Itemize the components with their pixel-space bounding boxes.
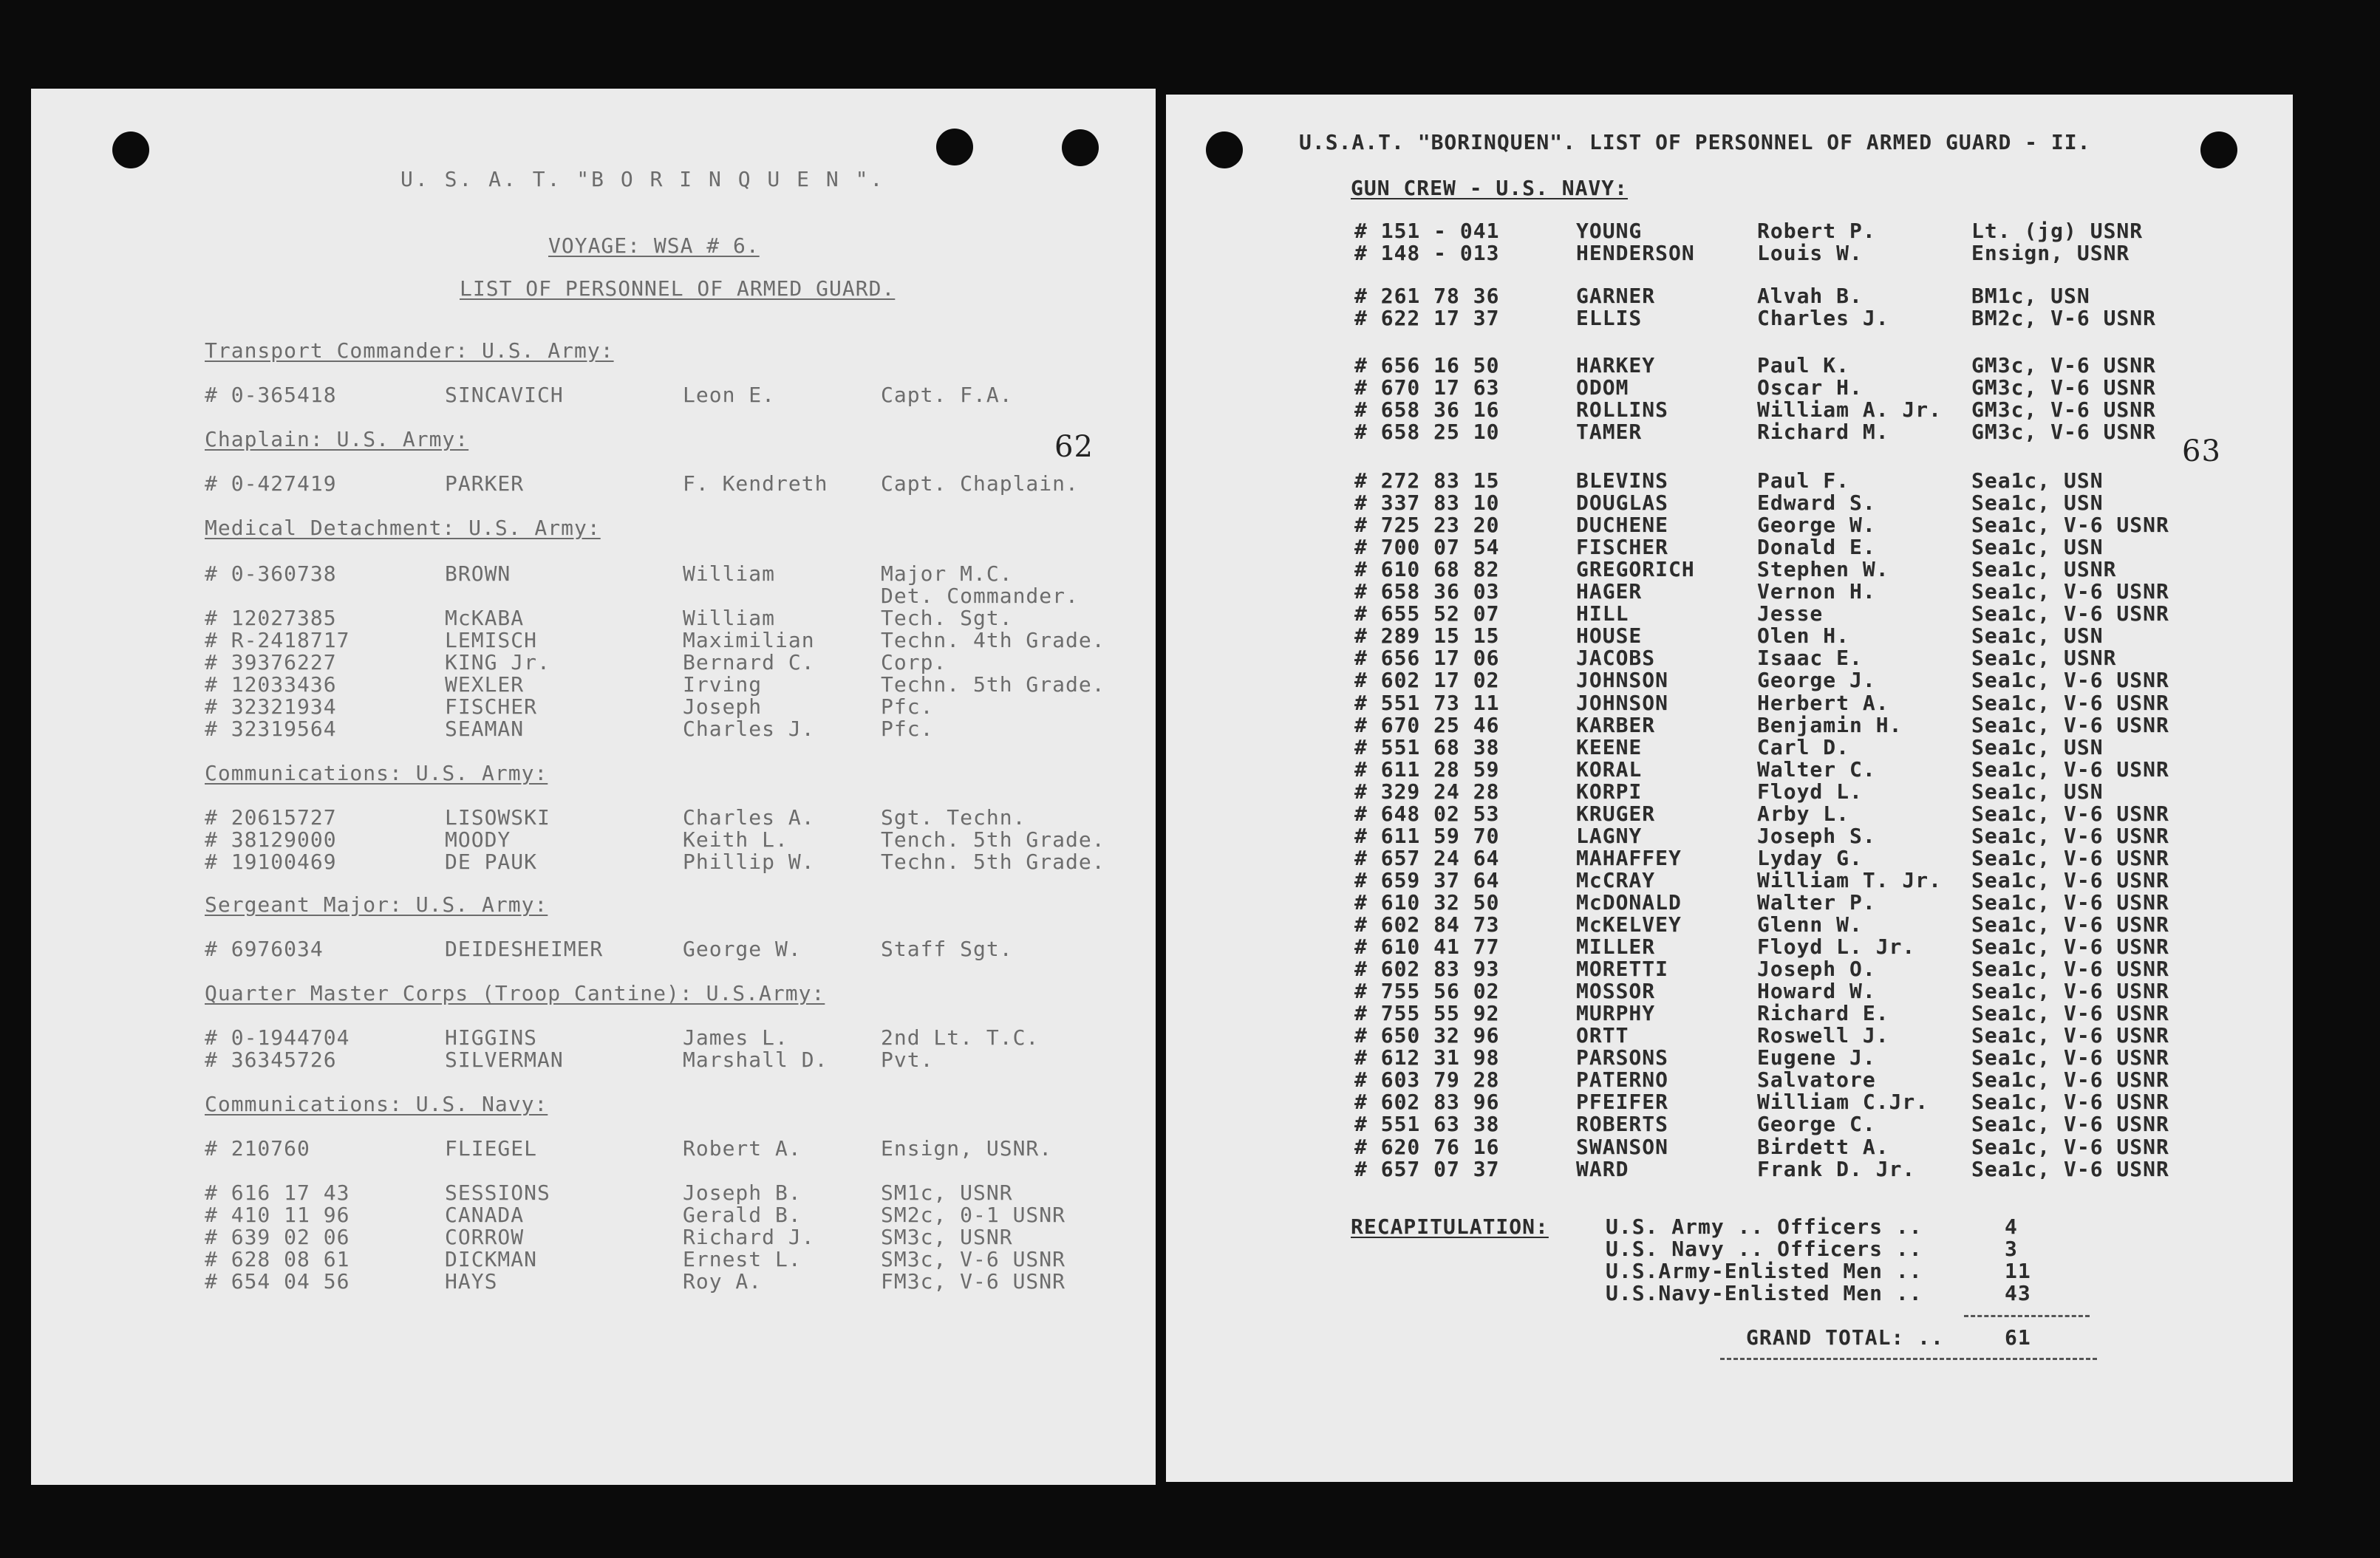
- recap-count: 11: [2005, 1259, 2031, 1283]
- crew-surname: MORETTI: [1576, 957, 1669, 981]
- personnel-surname: FISCHER: [445, 694, 538, 719]
- crew-rating: Sea1c, USNR: [1971, 557, 2117, 581]
- crew-surname: GARNER: [1576, 284, 1656, 308]
- punch-hole: [1062, 129, 1099, 166]
- crew-given-name: Howard W.: [1757, 979, 1876, 1003]
- crew-service-number: # 612 31 98: [1354, 1045, 1500, 1070]
- recap-count: 4: [2005, 1214, 2018, 1239]
- crew-service-number: # 725 23 20: [1354, 513, 1500, 537]
- crew-given-name: Arby L.: [1757, 802, 1850, 826]
- crew-rating: Sea1c, USN: [1971, 623, 2104, 648]
- personnel-service-number: # 12027385: [205, 606, 337, 630]
- personnel-rank: Ensign, USNR.: [881, 1136, 1053, 1161]
- crew-surname: MAHAFFEY: [1576, 846, 1682, 870]
- crew-given-name: Richard E.: [1757, 1001, 1889, 1025]
- crew-rating: Sea1c, V-6 USNR: [1971, 1045, 2169, 1070]
- crew-rating: Sea1c, V-6 USNR: [1971, 668, 2169, 692]
- personnel-service-number: # 616 17 43: [205, 1181, 350, 1205]
- personnel-rank: Staff Sgt.: [881, 937, 1013, 961]
- crew-surname: WARD: [1576, 1157, 1629, 1181]
- personnel-surname: PARKER: [445, 471, 525, 496]
- personnel-surname: HAYS: [445, 1269, 498, 1294]
- crew-given-name: Carl D.: [1757, 735, 1850, 759]
- personnel-rank: Techn. 5th Grade.: [881, 850, 1105, 874]
- crew-service-number: # 272 83 15: [1354, 468, 1500, 493]
- crew-given-name: George W.: [1757, 513, 1876, 537]
- personnel-rank: 2nd Lt. T.C.: [881, 1025, 1040, 1050]
- crew-rating: Sea1c, USN: [1971, 491, 2104, 515]
- crew-service-number: # 603 79 28: [1354, 1067, 1500, 1092]
- crew-service-number: # 602 83 96: [1354, 1090, 1500, 1114]
- personnel-service-number: # 12033436: [205, 672, 337, 697]
- crew-service-number: # 551 68 38: [1354, 735, 1500, 759]
- personnel-rank: Techn. 4th Grade.: [881, 628, 1105, 652]
- crew-surname: LAGNY: [1576, 824, 1643, 848]
- crew-given-name: Herbert A.: [1757, 691, 1889, 715]
- list-title: LIST OF PERSONNEL OF ARMED GUARD.: [460, 276, 896, 301]
- crew-service-number: # 602 84 73: [1354, 912, 1500, 937]
- total-rule: [1964, 1315, 2090, 1317]
- crew-service-number: # 670 25 46: [1354, 713, 1500, 737]
- personnel-surname: DICKMAN: [445, 1247, 538, 1271]
- grand-total-label: GRAND TOTAL: ..: [1746, 1325, 1944, 1350]
- personnel-rank: Corp.: [881, 650, 947, 674]
- crew-given-name: Roswell J.: [1757, 1023, 1889, 1048]
- personnel-surname: MOODY: [445, 827, 511, 852]
- personnel-service-number: # 20615727: [205, 805, 337, 830]
- personnel-surname: CANADA: [445, 1203, 525, 1227]
- personnel-service-number: # 0-360738: [205, 561, 337, 586]
- crew-surname: KORAL: [1576, 757, 1643, 782]
- personnel-service-number: # 639 02 06: [205, 1225, 350, 1249]
- personnel-service-number: # 628 08 61: [205, 1247, 350, 1271]
- crew-rating: Sea1c, V-6 USNR: [1971, 890, 2169, 915]
- crew-surname: MILLER: [1576, 935, 1656, 959]
- crew-rating: Sea1c, V-6 USNR: [1971, 868, 2169, 892]
- crew-service-number: # 602 83 93: [1354, 957, 1500, 981]
- personnel-surname: DEIDESHEIMER: [445, 937, 604, 961]
- crew-given-name: Donald E.: [1757, 535, 1876, 559]
- crew-surname: ODOM: [1576, 375, 1629, 400]
- page-title: U.S.A.T. "BORINQUEN". LIST OF PERSONNEL OF ARMED GUARD - II.: [1299, 130, 2091, 154]
- crew-given-name: Floyd L. Jr.: [1757, 935, 1916, 959]
- crew-rating: Sea1c, V-6 USNR: [1971, 713, 2169, 737]
- personnel-surname: WEXLER: [445, 672, 525, 697]
- personnel-service-number: # 0-365418: [205, 383, 337, 407]
- crew-given-name: Louis W.: [1757, 241, 1863, 265]
- personnel-rank: Tench. 5th Grade.: [881, 827, 1105, 852]
- personnel-rank: Tech. Sgt.: [881, 606, 1013, 630]
- personnel-rank: SM3c, V-6 USNR: [881, 1247, 1066, 1271]
- personnel-given-name: Keith L.: [683, 827, 788, 852]
- crew-given-name: Lyday G.: [1757, 846, 1863, 870]
- crew-service-number: # 261 78 36: [1354, 284, 1500, 308]
- personnel-surname: BROWN: [445, 561, 511, 586]
- personnel-service-number: # 0-1944704: [205, 1025, 350, 1050]
- crew-service-number: # 659 37 64: [1354, 868, 1500, 892]
- crew-service-number: # 658 36 16: [1354, 397, 1500, 422]
- crew-service-number: # 657 24 64: [1354, 846, 1500, 870]
- personnel-service-number: # 32321934: [205, 694, 337, 719]
- crew-given-name: Richard M.: [1757, 420, 1889, 444]
- crew-service-number: # 620 76 16: [1354, 1135, 1500, 1159]
- crew-surname: GREGORICH: [1576, 557, 1695, 581]
- section-heading: Communications: U.S. Army:: [205, 761, 548, 785]
- crew-service-number: # 656 16 50: [1354, 353, 1500, 377]
- crew-service-number: # 611 28 59: [1354, 757, 1500, 782]
- crew-rating: Sea1c, V-6 USNR: [1971, 1001, 2169, 1025]
- personnel-rank: Major M.C.: [881, 561, 1013, 586]
- crew-given-name: Vernon H.: [1757, 579, 1876, 604]
- crew-rating: Sea1c, USN: [1971, 779, 2104, 804]
- personnel-given-name: Leon E.: [683, 383, 776, 407]
- personnel-rank: Det. Commander.: [881, 584, 1079, 608]
- crew-surname: HARKEY: [1576, 353, 1656, 377]
- personnel-service-number: # 410 11 96: [205, 1203, 350, 1227]
- crew-surname: McKELVEY: [1576, 912, 1682, 937]
- crew-rating: Ensign, USNR: [1971, 241, 2130, 265]
- crew-given-name: William A. Jr.: [1757, 397, 1943, 422]
- grand-total-rule: [1720, 1358, 2097, 1360]
- crew-surname: McDONALD: [1576, 890, 1682, 915]
- crew-rating: Sea1c, V-6 USNR: [1971, 1067, 2169, 1092]
- personnel-rank: FM3c, V-6 USNR: [881, 1269, 1066, 1294]
- crew-service-number: # 622 17 37: [1354, 306, 1500, 330]
- crew-given-name: Eugene J.: [1757, 1045, 1876, 1070]
- personnel-rank: SM1c, USNR: [881, 1181, 1013, 1205]
- crew-rating: Sea1c, USN: [1971, 735, 2104, 759]
- personnel-given-name: James L.: [683, 1025, 788, 1050]
- crew-given-name: Benjamin H.: [1757, 713, 1903, 737]
- personnel-service-number: # R-2418717: [205, 628, 350, 652]
- crew-service-number: # 611 59 70: [1354, 824, 1500, 848]
- crew-rating: Sea1c, V-6 USNR: [1971, 1135, 2169, 1159]
- crew-given-name: Charles J.: [1757, 306, 1889, 330]
- personnel-surname: LISOWSKI: [445, 805, 550, 830]
- crew-rating: Sea1c, V-6 USNR: [1971, 579, 2169, 604]
- personnel-given-name: Irving: [683, 672, 763, 697]
- crew-service-number: # 755 55 92: [1354, 1001, 1500, 1025]
- crew-rating: Sea1c, V-6 USNR: [1971, 912, 2169, 937]
- crew-given-name: George J.: [1757, 668, 1876, 692]
- punch-hole: [936, 129, 973, 165]
- crew-rating: Sea1c, V-6 USNR: [1971, 846, 2169, 870]
- crew-given-name: Walter P.: [1757, 890, 1876, 915]
- crew-service-number: # 289 15 15: [1354, 623, 1500, 648]
- recap-count: 43: [2005, 1281, 2031, 1305]
- crew-rating: Sea1c, V-6 USNR: [1971, 979, 2169, 1003]
- personnel-rank: Techn. 5th Grade.: [881, 672, 1105, 697]
- crew-service-number: # 755 56 02: [1354, 979, 1500, 1003]
- crew-service-number: # 656 17 06: [1354, 646, 1500, 670]
- crew-rating: Sea1c, V-6 USNR: [1971, 935, 2169, 959]
- recap-label: RECAPITULATION:: [1351, 1214, 1549, 1239]
- punch-hole: [2200, 131, 2237, 168]
- section-heading: GUN CREW - U.S. NAVY:: [1351, 176, 1629, 200]
- section-heading: Communications: U.S. Navy:: [205, 1092, 548, 1116]
- crew-rating: Sea1c, V-6 USNR: [1971, 691, 2169, 715]
- crew-rating: Sea1c, USN: [1971, 468, 2104, 493]
- crew-surname: FISCHER: [1576, 535, 1669, 559]
- personnel-service-number: # 32319564: [205, 717, 337, 741]
- page-title: U. S. A. T. "B O R I N Q U E N ".: [400, 167, 885, 191]
- crew-rating: Sea1c, V-6 USNR: [1971, 824, 2169, 848]
- personnel-rank: Capt. Chaplain.: [881, 471, 1079, 496]
- personnel-given-name: Phillip W.: [683, 850, 815, 874]
- crew-rating: Sea1c, V-6 USNR: [1971, 1090, 2169, 1114]
- crew-given-name: Paul F.: [1757, 468, 1850, 493]
- crew-rating: GM3c, V-6 USNR: [1971, 397, 2157, 422]
- crew-surname: DUCHENE: [1576, 513, 1669, 537]
- crew-surname: KEENE: [1576, 735, 1643, 759]
- crew-given-name: Edward S.: [1757, 491, 1876, 515]
- crew-surname: PFEIFER: [1576, 1090, 1669, 1114]
- personnel-service-number: # 19100469: [205, 850, 337, 874]
- crew-rating: Sea1c, USN: [1971, 535, 2104, 559]
- section-heading: Medical Detachment: U.S. Army:: [205, 516, 601, 540]
- crew-rating: BM1c, USN: [1971, 284, 2090, 308]
- personnel-rank: Pfc.: [881, 717, 934, 741]
- personnel-surname: SEAMAN: [445, 717, 525, 741]
- right-document-page: [1166, 95, 2293, 1482]
- personnel-given-name: F. Kendreth: [683, 471, 828, 496]
- personnel-surname: FLIEGEL: [445, 1136, 538, 1161]
- crew-given-name: Joseph S.: [1757, 824, 1876, 848]
- crew-surname: MOSSOR: [1576, 979, 1656, 1003]
- crew-given-name: William T. Jr.: [1757, 868, 1943, 892]
- personnel-service-number: # 0-427419: [205, 471, 337, 496]
- personnel-service-number: # 210760: [205, 1136, 310, 1161]
- section-heading: Quarter Master Corps (Troop Cantine): U.S.Army:: [205, 981, 825, 1005]
- page-number: 63: [2182, 434, 2221, 468]
- crew-given-name: Floyd L.: [1757, 779, 1863, 804]
- crew-rating: Sea1c, V-6 USNR: [1971, 1157, 2169, 1181]
- crew-surname: HILL: [1576, 601, 1629, 626]
- personnel-rank: Capt. F.A.: [881, 383, 1013, 407]
- crew-given-name: Walter C.: [1757, 757, 1876, 782]
- crew-rating: GM3c, V-6 USNR: [1971, 375, 2157, 400]
- crew-given-name: Oscar H.: [1757, 375, 1863, 400]
- personnel-surname: KING Jr.: [445, 650, 550, 674]
- crew-surname: JOHNSON: [1576, 668, 1669, 692]
- personnel-given-name: Ernest L.: [683, 1247, 802, 1271]
- personnel-surname: McKABA: [445, 606, 525, 630]
- crew-rating: GM3c, V-6 USNR: [1971, 353, 2157, 377]
- crew-service-number: # 670 17 63: [1354, 375, 1500, 400]
- section-heading: Transport Commander: U.S. Army:: [205, 338, 614, 363]
- crew-given-name: Stephen W.: [1757, 557, 1889, 581]
- crew-given-name: George C.: [1757, 1112, 1876, 1136]
- crew-service-number: # 648 02 53: [1354, 802, 1500, 826]
- crew-surname: ORTT: [1576, 1023, 1629, 1048]
- personnel-rank: Pvt.: [881, 1048, 934, 1072]
- crew-surname: MURPHY: [1576, 1001, 1656, 1025]
- crew-service-number: # 610 68 82: [1354, 557, 1500, 581]
- crew-rating: Lt. (jg) USNR: [1971, 219, 2144, 243]
- crew-surname: PATERNO: [1576, 1067, 1669, 1092]
- crew-rating: Sea1c, V-6 USNR: [1971, 757, 2169, 782]
- crew-surname: HOUSE: [1576, 623, 1643, 648]
- crew-surname: YOUNG: [1576, 219, 1643, 243]
- personnel-surname: DE PAUK: [445, 850, 538, 874]
- crew-given-name: William C.Jr.: [1757, 1090, 1929, 1114]
- crew-service-number: # 337 83 10: [1354, 491, 1500, 515]
- page-number: 62: [1054, 430, 1094, 464]
- personnel-given-name: George W.: [683, 937, 802, 961]
- personnel-given-name: Joseph: [683, 694, 763, 719]
- crew-given-name: Jesse: [1757, 601, 1824, 626]
- crew-service-number: # 602 17 02: [1354, 668, 1500, 692]
- personnel-surname: CORROW: [445, 1225, 525, 1249]
- personnel-given-name: Bernard C.: [683, 650, 815, 674]
- crew-given-name: Isaac E.: [1757, 646, 1863, 670]
- crew-service-number: # 329 24 28: [1354, 779, 1500, 804]
- recap-category: U.S.Army-Enlisted Men ..: [1606, 1259, 1923, 1283]
- personnel-given-name: Joseph B.: [683, 1181, 802, 1205]
- crew-rating: GM3c, V-6 USNR: [1971, 420, 2157, 444]
- crew-surname: ROBERTS: [1576, 1112, 1669, 1136]
- personnel-surname: LEMISCH: [445, 628, 538, 652]
- personnel-surname: SILVERMAN: [445, 1048, 564, 1072]
- crew-service-number: # 650 32 96: [1354, 1023, 1500, 1048]
- personnel-rank: SM2c, 0-1 USNR: [881, 1203, 1066, 1227]
- crew-service-number: # 657 07 37: [1354, 1157, 1500, 1181]
- personnel-service-number: # 6976034: [205, 937, 324, 961]
- punch-hole: [1206, 131, 1243, 168]
- crew-surname: SWANSON: [1576, 1135, 1669, 1159]
- personnel-service-number: # 654 04 56: [205, 1269, 350, 1294]
- personnel-given-name: Robert A.: [683, 1136, 802, 1161]
- punch-hole: [112, 131, 149, 168]
- personnel-given-name: Roy A.: [683, 1269, 763, 1294]
- crew-surname: ELLIS: [1576, 306, 1643, 330]
- personnel-given-name: Maximilian: [683, 628, 815, 652]
- crew-rating: Sea1c, V-6 USNR: [1971, 513, 2169, 537]
- personnel-service-number: # 36345726: [205, 1048, 337, 1072]
- personnel-service-number: # 38129000: [205, 827, 337, 852]
- crew-service-number: # 151 - 041: [1354, 219, 1500, 243]
- personnel-given-name: Gerald B.: [683, 1203, 802, 1227]
- crew-surname: DOUGLAS: [1576, 491, 1669, 515]
- crew-service-number: # 658 25 10: [1354, 420, 1500, 444]
- crew-surname: BLEVINS: [1576, 468, 1669, 493]
- crew-rating: Sea1c, V-6 USNR: [1971, 802, 2169, 826]
- personnel-given-name: Marshall D.: [683, 1048, 828, 1072]
- crew-given-name: Frank D. Jr.: [1757, 1157, 1916, 1181]
- crew-surname: HENDERSON: [1576, 241, 1695, 265]
- recap-category: U.S. Army .. Officers ..: [1606, 1214, 1923, 1239]
- personnel-given-name: Richard J.: [683, 1225, 815, 1249]
- crew-rating: Sea1c, USNR: [1971, 646, 2117, 670]
- crew-service-number: # 551 73 11: [1354, 691, 1500, 715]
- left-document-page: [31, 89, 1156, 1485]
- crew-surname: KORPI: [1576, 779, 1643, 804]
- crew-service-number: # 148 - 013: [1354, 241, 1500, 265]
- crew-surname: JACOBS: [1576, 646, 1656, 670]
- crew-surname: HAGER: [1576, 579, 1643, 604]
- personnel-surname: SINCAVICH: [445, 383, 564, 407]
- grand-total-value: 61: [2005, 1325, 2031, 1350]
- crew-given-name: Paul K.: [1757, 353, 1850, 377]
- personnel-rank: Sgt. Techn.: [881, 805, 1026, 830]
- crew-service-number: # 655 52 07: [1354, 601, 1500, 626]
- crew-given-name: Birdett A.: [1757, 1135, 1889, 1159]
- personnel-service-number: # 39376227: [205, 650, 337, 674]
- crew-surname: KRUGER: [1576, 802, 1656, 826]
- crew-service-number: # 658 36 03: [1354, 579, 1500, 604]
- personnel-surname: SESSIONS: [445, 1181, 550, 1205]
- crew-given-name: Glenn W.: [1757, 912, 1863, 937]
- crew-surname: KARBER: [1576, 713, 1656, 737]
- personnel-surname: HIGGINS: [445, 1025, 538, 1050]
- crew-surname: TAMER: [1576, 420, 1643, 444]
- crew-service-number: # 551 63 38: [1354, 1112, 1500, 1136]
- crew-given-name: Joseph O.: [1757, 957, 1876, 981]
- crew-surname: JOHNSON: [1576, 691, 1669, 715]
- personnel-given-name: Charles J.: [683, 717, 815, 741]
- recap-category: U.S. Navy .. Officers ..: [1606, 1237, 1923, 1261]
- recap-count: 3: [2005, 1237, 2018, 1261]
- crew-rating: Sea1c, V-6 USNR: [1971, 601, 2169, 626]
- personnel-rank: SM3c, USNR: [881, 1225, 1013, 1249]
- crew-service-number: # 610 41 77: [1354, 935, 1500, 959]
- crew-rating: BM2c, V-6 USNR: [1971, 306, 2157, 330]
- crew-given-name: Olen H.: [1757, 623, 1850, 648]
- crew-rating: Sea1c, V-6 USNR: [1971, 1023, 2169, 1048]
- crew-given-name: Alvah B.: [1757, 284, 1863, 308]
- section-heading: Chaplain: U.S. Army:: [205, 427, 469, 451]
- crew-surname: McCRAY: [1576, 868, 1656, 892]
- crew-rating: Sea1c, V-6 USNR: [1971, 1112, 2169, 1136]
- section-heading: Sergeant Major: U.S. Army:: [205, 892, 548, 917]
- personnel-given-name: William: [683, 561, 776, 586]
- crew-service-number: # 700 07 54: [1354, 535, 1500, 559]
- personnel-given-name: Charles A.: [683, 805, 815, 830]
- recap-category: U.S.Navy-Enlisted Men ..: [1606, 1281, 1923, 1305]
- crew-given-name: Salvatore: [1757, 1067, 1876, 1092]
- crew-given-name: Robert P.: [1757, 219, 1876, 243]
- crew-surname: ROLLINS: [1576, 397, 1669, 422]
- crew-service-number: # 610 32 50: [1354, 890, 1500, 915]
- crew-surname: PARSONS: [1576, 1045, 1669, 1070]
- personnel-given-name: William: [683, 606, 776, 630]
- voyage-heading: VOYAGE: WSA # 6.: [548, 233, 760, 258]
- personnel-rank: Pfc.: [881, 694, 934, 719]
- crew-rating: Sea1c, V-6 USNR: [1971, 957, 2169, 981]
